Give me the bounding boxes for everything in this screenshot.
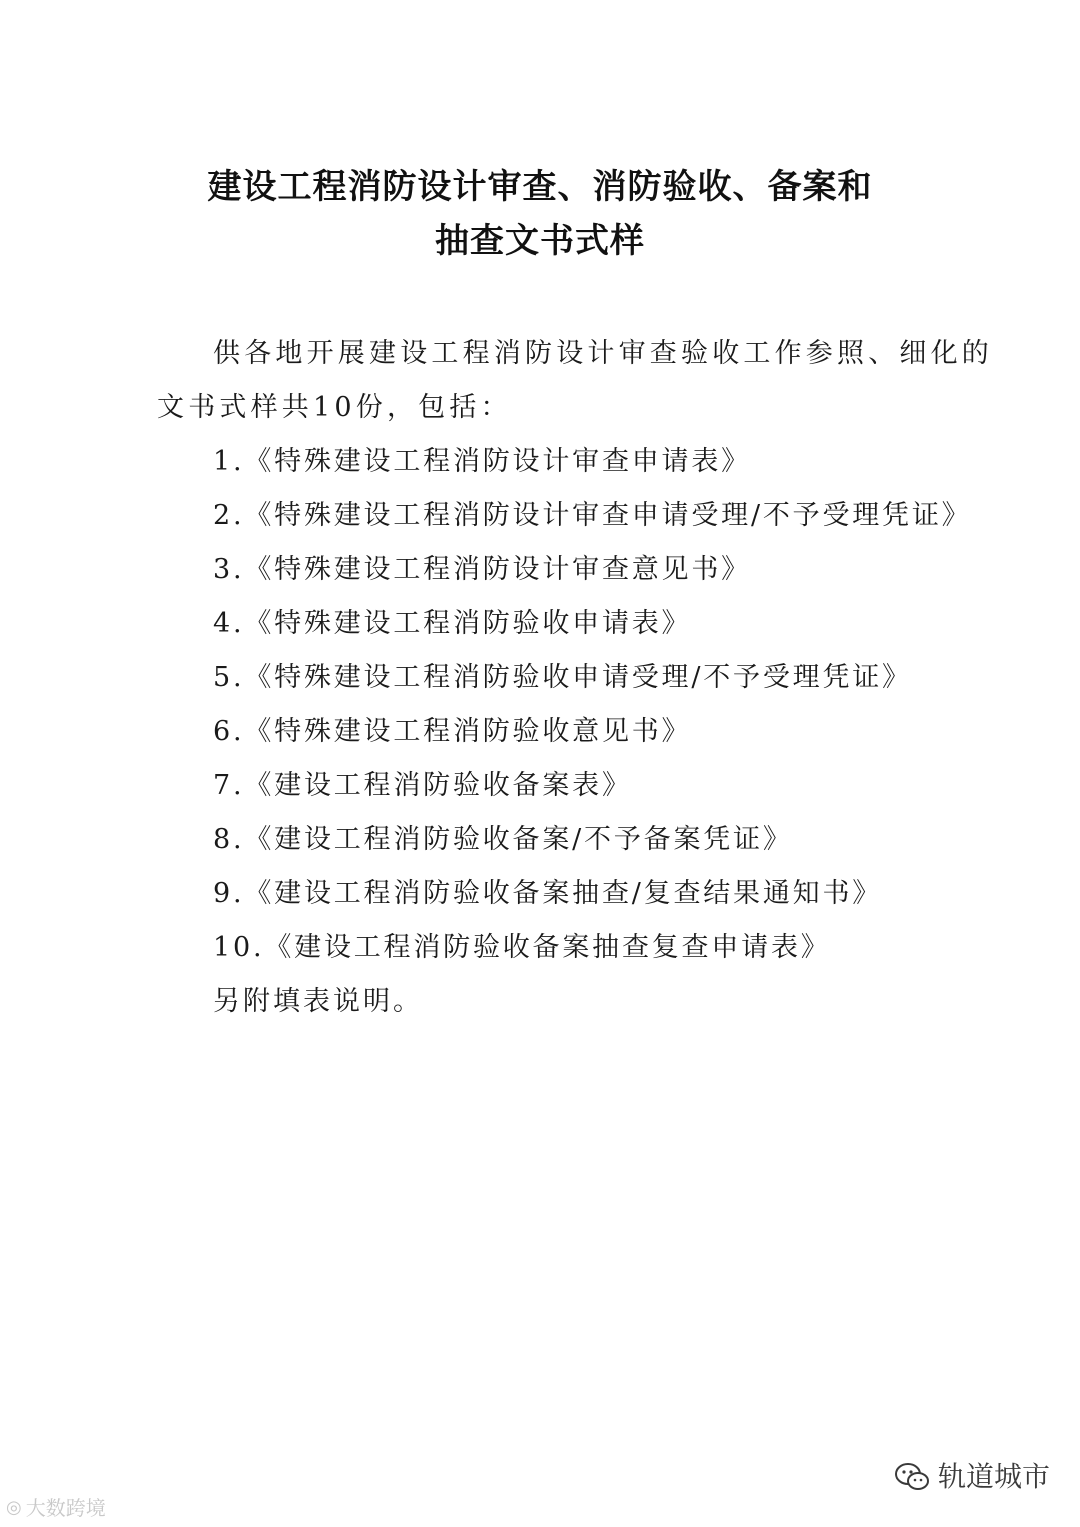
list-item: 5.《特殊建设工程消防验收申请受理/不予受理凭证》 — [213, 662, 912, 693]
watermark-right-text: 轨道城市 — [937, 1460, 1050, 1493]
intro-paragraph-line-2: 文书式样共10份，包括： — [157, 392, 512, 423]
list-item: 8.《建设工程消防验收备案/不予备案凭证》 — [213, 824, 793, 855]
watermark-right — [894, 1462, 1050, 1492]
wechat-icon — [894, 1462, 930, 1492]
list-item: 9.《建设工程消防验收备案抽查/复查结果通知书》 — [213, 878, 883, 909]
list-item: 3.《特殊建设工程消防设计审查意见书》 — [213, 554, 751, 585]
list-item: 2.《特殊建设工程消防设计审查申请受理/不予受理凭证》 — [213, 500, 972, 531]
watermark-left — [6, 1498, 106, 1518]
list-item: 10.《建设工程消防验收备案抽查复查申请表》 — [213, 932, 831, 963]
watermark-left-text: 大数跨境 — [25, 1496, 106, 1520]
closing-note: 另附填表说明。 — [213, 986, 423, 1017]
list-item: 7.《建设工程消防验收备案表》 — [213, 770, 632, 801]
list-item: 4.《特殊建设工程消防验收申请表》 — [213, 608, 692, 639]
document-title-line-2: 抽查文书式样 — [435, 221, 645, 261]
list-item: 6.《特殊建设工程消防验收意见书》 — [213, 716, 692, 747]
logo-mark-icon: ◎ — [6, 1497, 22, 1518]
list-item: 1.《特殊建设工程消防设计审查申请表》 — [213, 446, 751, 477]
intro-paragraph-line-1: 供各地开展建设工程消防设计审查验收工作参照、细化的 — [213, 338, 993, 369]
document-title-line-1: 建设工程消防设计审查、消防验收、备案和 — [207, 167, 873, 207]
